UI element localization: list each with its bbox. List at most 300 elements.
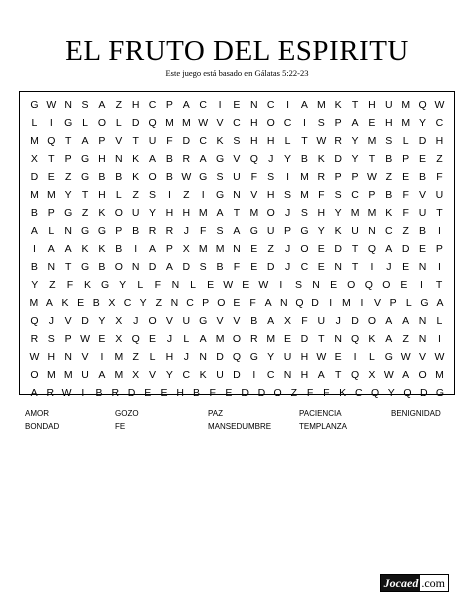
grid-letter[interactable]: E (284, 333, 292, 345)
grid-letter[interactable]: X (115, 333, 123, 345)
grid-letter[interactable]: F (301, 315, 308, 327)
grid-letter[interactable]: K (334, 225, 342, 237)
grid-letter[interactable]: N (418, 333, 427, 345)
grid-letter[interactable]: N (199, 351, 207, 363)
grid-letter[interactable]: D (233, 369, 241, 381)
grid-letter[interactable]: D (131, 117, 140, 129)
grid-letter[interactable]: K (81, 243, 89, 255)
grid-letter[interactable]: I (167, 189, 171, 201)
grid-letter[interactable]: E (77, 297, 85, 309)
grid-letter[interactable]: Y (64, 189, 72, 201)
grid-letter[interactable]: M (249, 207, 259, 219)
grid-letter[interactable]: D (334, 153, 342, 165)
grid-letter[interactable]: R (334, 135, 342, 147)
grid-letter[interactable]: M (215, 243, 225, 255)
grid-letter[interactable]: W (61, 387, 72, 399)
grid-letter[interactable]: X (368, 369, 376, 381)
grid-letter[interactable]: L (48, 225, 55, 237)
grid-letter[interactable]: H (266, 135, 275, 147)
grid-letter[interactable]: P (165, 243, 173, 255)
grid-letter[interactable]: N (233, 243, 241, 255)
grid-letter[interactable]: M (181, 117, 191, 129)
grid-letter[interactable]: O (266, 117, 275, 129)
grid-letter[interactable]: G (384, 351, 393, 363)
grid-letter[interactable]: O (418, 369, 427, 381)
grid-letter[interactable]: O (114, 261, 123, 273)
grid-letter[interactable]: O (97, 117, 107, 129)
grid-letter[interactable]: H (250, 135, 258, 147)
grid-letter[interactable]: D (81, 315, 89, 327)
grid-letter[interactable]: D (182, 135, 191, 147)
grid-letter[interactable]: F (250, 171, 258, 183)
grid-letter[interactable]: K (334, 99, 342, 111)
grid-letter[interactable]: A (165, 261, 173, 273)
grid-letter[interactable]: A (300, 99, 308, 111)
grid-letter[interactable]: V (233, 153, 241, 165)
grid-letter[interactable]: J (386, 261, 392, 273)
grid-letter[interactable]: G (80, 153, 90, 165)
grid-letter[interactable]: T (318, 333, 325, 345)
grid-letter[interactable]: V (115, 135, 123, 147)
grid-letter[interactable]: F (436, 171, 443, 183)
grid-letter[interactable]: G (80, 261, 90, 273)
grid-letter[interactable]: S (317, 117, 325, 129)
grid-letter[interactable]: M (46, 369, 56, 381)
grid-letter[interactable]: Q (232, 351, 242, 363)
grid-letter[interactable]: U (216, 369, 224, 381)
grid-letter[interactable]: B (385, 153, 393, 165)
grid-letter[interactable]: D (30, 171, 39, 183)
grid-letter[interactable]: S (284, 189, 292, 201)
grid-letter[interactable]: D (418, 135, 427, 147)
grid-letter[interactable]: U (148, 135, 157, 147)
grid-letter[interactable]: E (233, 297, 241, 309)
grid-letter[interactable]: U (81, 369, 89, 381)
grid-letter[interactable]: M (114, 351, 124, 363)
grid-letter[interactable]: C (182, 369, 191, 381)
grid-letter[interactable]: P (334, 117, 342, 129)
grid-letter[interactable]: C (148, 99, 157, 111)
grid-letter[interactable]: F (199, 225, 207, 237)
grid-letter[interactable]: R (111, 387, 120, 399)
grid-letter[interactable]: M (316, 99, 326, 111)
grid-letter[interactable]: T (334, 369, 342, 381)
grid-letter[interactable]: W (181, 171, 192, 183)
grid-letter[interactable]: C (266, 99, 275, 111)
grid-letter[interactable]: D (257, 387, 266, 399)
grid-letter[interactable]: J (183, 225, 189, 237)
grid-letter[interactable]: Y (351, 153, 359, 165)
grid-letter[interactable]: V (233, 315, 241, 327)
grid-letter[interactable]: L (369, 351, 375, 363)
grid-letter[interactable]: N (368, 225, 376, 237)
grid-letter[interactable]: O (347, 279, 356, 291)
grid-letter[interactable]: R (250, 333, 258, 345)
grid-letter[interactable]: N (64, 225, 72, 237)
grid-letter[interactable]: E (47, 171, 55, 183)
grid-letter[interactable]: Z (64, 171, 72, 183)
grid-letter[interactable]: M (266, 333, 276, 345)
grid-letter[interactable]: Q (30, 315, 39, 327)
grid-letter[interactable]: L (190, 279, 196, 291)
grid-letter[interactable]: Q (350, 369, 360, 381)
grid-letter[interactable]: U (317, 315, 326, 327)
grid-letter[interactable]: M (367, 207, 377, 219)
grid-letter[interactable]: B (216, 261, 224, 273)
grid-letter[interactable]: D (148, 261, 157, 273)
grid-letter[interactable]: H (47, 351, 56, 363)
grid-letter[interactable]: N (283, 369, 292, 381)
grid-letter[interactable]: I (49, 117, 53, 129)
grid-letter[interactable]: C (123, 297, 132, 309)
word-search-grid[interactable] (26, 96, 448, 399)
grid-letter[interactable]: W (46, 99, 57, 111)
grid-letter[interactable]: N (170, 297, 179, 309)
grid-letter[interactable]: S (267, 171, 275, 183)
grid-letter[interactable]: A (30, 225, 38, 237)
grid-letter[interactable]: M (63, 369, 73, 381)
grid-letter[interactable]: J (284, 261, 291, 273)
grid-letter[interactable]: O (148, 171, 157, 183)
grid-letter[interactable]: G (199, 315, 208, 327)
grid-letter[interactable]: M (300, 171, 309, 183)
grid-letter[interactable]: H (300, 351, 309, 363)
grid-letter[interactable]: P (351, 171, 359, 183)
grid-letter[interactable]: T (351, 261, 359, 273)
grid-letter[interactable]: A (199, 153, 207, 165)
grid-letter[interactable]: M (114, 369, 124, 381)
grid-letter[interactable]: I (360, 297, 364, 309)
grid-letter[interactable]: H (131, 99, 140, 111)
grid-letter[interactable]: L (82, 117, 88, 129)
grid-letter[interactable]: Z (183, 189, 190, 201)
grid-letter[interactable]: O (30, 369, 39, 381)
grid-letter[interactable]: H (266, 189, 275, 201)
grid-letter[interactable]: Q (148, 117, 157, 129)
grid-letter[interactable]: I (252, 369, 256, 381)
grid-letter[interactable]: K (339, 387, 347, 399)
grid-letter[interactable]: L (31, 117, 38, 129)
grid-letter[interactable]: N (418, 261, 427, 273)
grid-letter[interactable]: E (225, 387, 233, 399)
grid-letter[interactable]: L (149, 351, 156, 363)
grid-letter[interactable]: T (132, 135, 139, 147)
grid-letter[interactable]: C (199, 99, 207, 111)
grid-letter[interactable]: Q (370, 387, 380, 399)
grid-letter[interactable]: V (81, 351, 89, 363)
grid-letter[interactable]: S (233, 135, 241, 147)
grid-letter[interactable]: V (419, 189, 427, 201)
grid-letter[interactable]: W (400, 351, 411, 363)
grid-letter[interactable]: R (148, 225, 157, 237)
grid-letter[interactable]: C (355, 387, 363, 399)
grid-letter[interactable]: N (418, 315, 427, 327)
jocaed-logo[interactable] (380, 574, 449, 592)
grid-letter[interactable]: A (182, 99, 190, 111)
grid-letter[interactable]: X (284, 315, 292, 327)
grid-letter[interactable]: K (216, 135, 224, 147)
grid-letter[interactable]: T (81, 189, 89, 201)
grid-letter[interactable]: L (284, 135, 291, 147)
grid-letter[interactable]: I (279, 279, 283, 291)
grid-letter[interactable]: I (286, 171, 290, 183)
grid-letter[interactable]: F (402, 207, 409, 219)
grid-letter[interactable]: A (436, 297, 444, 309)
grid-letter[interactable]: P (334, 171, 342, 183)
grid-letter[interactable]: L (183, 333, 190, 345)
grid-letter[interactable]: B (165, 171, 173, 183)
grid-letter[interactable]: Y (98, 315, 106, 327)
grid-letter[interactable]: P (402, 153, 410, 165)
grid-letter[interactable]: W (434, 99, 445, 111)
grid-letter[interactable]: X (108, 297, 116, 309)
grid-letter[interactable]: D (401, 243, 410, 255)
grid-letter[interactable]: N (312, 279, 320, 291)
grid-letter[interactable]: G (64, 117, 73, 129)
grid-letter[interactable]: Z (115, 99, 123, 111)
grid-letter[interactable]: G (64, 207, 73, 219)
grid-letter[interactable]: F (306, 387, 314, 399)
grid-letter[interactable]: G (420, 297, 429, 309)
grid-letter[interactable]: D (216, 351, 224, 363)
grid-letter[interactable]: F (323, 387, 330, 399)
grid-letter[interactable]: L (405, 297, 412, 309)
grid-letter[interactable]: O (382, 279, 391, 291)
grid-letter[interactable]: J (183, 351, 189, 363)
grid-letter[interactable]: F (402, 189, 409, 201)
grid-letter[interactable]: N (250, 99, 258, 111)
grid-letter[interactable]: B (98, 171, 106, 183)
grid-letter[interactable]: I (353, 351, 357, 363)
grid-letter[interactable]: W (29, 351, 40, 363)
grid-letter[interactable]: G (80, 225, 90, 237)
grid-letter[interactable]: Y (149, 207, 157, 219)
grid-letter[interactable]: A (216, 207, 224, 219)
grid-letter[interactable]: U (182, 315, 191, 327)
grid-letter[interactable]: O (114, 207, 123, 219)
grid-letter[interactable]: K (368, 333, 376, 345)
grid-letter[interactable]: O (266, 207, 275, 219)
grid-letter[interactable]: U (351, 225, 359, 237)
grid-letter[interactable]: C (351, 189, 359, 201)
grid-letter[interactable]: P (165, 99, 173, 111)
grid-letter[interactable]: I (81, 387, 85, 399)
grid-letter[interactable]: M (401, 99, 411, 111)
grid-letter[interactable]: O (148, 315, 157, 327)
grid-letter[interactable]: Q (350, 333, 360, 345)
grid-letter[interactable]: W (366, 171, 377, 183)
grid-letter[interactable]: B (192, 387, 200, 399)
grid-letter[interactable]: T (48, 153, 55, 165)
grid-letter[interactable]: G (435, 387, 445, 399)
grid-letter[interactable]: J (284, 243, 291, 255)
grid-letter[interactable]: D (351, 315, 359, 327)
grid-letter[interactable]: Z (132, 351, 139, 363)
grid-letter[interactable]: M (300, 189, 309, 201)
grid-letter[interactable]: K (132, 153, 140, 165)
grid-letter[interactable]: X (132, 369, 140, 381)
grid-letter[interactable]: M (435, 369, 444, 381)
grid-letter[interactable]: I (100, 351, 104, 363)
grid-letter[interactable]: N (64, 99, 72, 111)
grid-letter[interactable]: W (258, 279, 269, 291)
grid-letter[interactable]: N (280, 297, 288, 309)
grid-letter[interactable]: Q (295, 297, 304, 309)
grid-letter[interactable]: S (300, 207, 308, 219)
grid-letter[interactable]: D (334, 243, 342, 255)
grid-letter[interactable]: Q (403, 387, 412, 399)
grid-letter[interactable]: W (80, 333, 91, 345)
grid-letter[interactable]: Z (155, 297, 163, 309)
grid-letter[interactable]: X (30, 153, 38, 165)
grid-letter[interactable]: C (199, 135, 207, 147)
grid-letter[interactable]: U (385, 99, 393, 111)
grid-letter[interactable]: E (317, 261, 325, 273)
grid-letter[interactable]: Q (364, 279, 373, 291)
grid-letter[interactable]: N (131, 261, 140, 273)
grid-letter[interactable]: Y (31, 279, 39, 291)
grid-letter[interactable]: H (165, 207, 174, 219)
grid-letter[interactable]: I (218, 99, 222, 111)
grid-letter[interactable]: H (98, 153, 106, 165)
grid-letter[interactable]: M (29, 297, 39, 309)
grid-letter[interactable]: U (233, 171, 241, 183)
grid-letter[interactable]: M (30, 135, 39, 147)
grid-letter[interactable]: E (149, 333, 157, 345)
grid-letter[interactable]: K (385, 207, 393, 219)
grid-letter[interactable]: M (367, 135, 377, 147)
grid-letter[interactable]: T (64, 135, 72, 147)
grid-letter[interactable]: N (64, 351, 72, 363)
grid-letter[interactable]: N (334, 333, 342, 345)
grid-letter[interactable]: N (233, 189, 241, 201)
grid-letter[interactable]: E (402, 171, 410, 183)
grid-letter[interactable]: J (133, 315, 139, 327)
grid-letter[interactable]: I (286, 99, 290, 111)
grid-letter[interactable]: J (335, 315, 341, 327)
grid-letter[interactable]: O (367, 315, 377, 327)
grid-letter[interactable]: W (198, 117, 209, 129)
grid-letter[interactable]: E (250, 261, 258, 273)
grid-letter[interactable]: R (165, 225, 174, 237)
grid-letter[interactable]: Y (267, 351, 275, 363)
grid-letter[interactable]: V (419, 351, 427, 363)
grid-letter[interactable]: E (233, 99, 241, 111)
grid-letter[interactable]: A (267, 315, 275, 327)
grid-letter[interactable]: Z (385, 171, 393, 183)
grid-letter[interactable]: C (283, 117, 292, 129)
grid-letter[interactable]: A (81, 135, 89, 147)
grid-letter[interactable]: E (160, 387, 168, 399)
grid-letter[interactable]: B (132, 225, 140, 237)
grid-letter[interactable]: I (370, 261, 374, 273)
grid-letter[interactable]: L (115, 189, 122, 201)
grid-letter[interactable]: Y (334, 207, 342, 219)
grid-letter[interactable]: T (351, 99, 359, 111)
grid-letter[interactable]: I (329, 297, 333, 309)
grid-letter[interactable]: A (47, 243, 55, 255)
grid-letter[interactable]: P (389, 297, 397, 309)
grid-letter[interactable]: W (316, 351, 327, 363)
grid-letter[interactable]: F (166, 135, 173, 147)
grid-letter[interactable]: S (216, 171, 224, 183)
grid-letter[interactable]: B (165, 153, 173, 165)
grid-letter[interactable]: D (419, 387, 428, 399)
grid-letter[interactable]: K (317, 153, 325, 165)
grid-letter[interactable]: A (233, 225, 241, 237)
grid-letter[interactable]: H (98, 189, 106, 201)
grid-letter[interactable]: F (249, 297, 256, 309)
grid-letter[interactable]: D (300, 333, 309, 345)
grid-letter[interactable]: P (47, 207, 55, 219)
grid-letter[interactable]: G (300, 225, 309, 237)
grid-letter[interactable]: O (217, 297, 226, 309)
grid-letter[interactable]: O (232, 333, 242, 345)
grid-letter[interactable]: A (45, 297, 53, 309)
grid-letter[interactable]: C (385, 225, 393, 237)
grid-letter[interactable]: I (201, 189, 205, 201)
grid-letter[interactable]: E (402, 261, 410, 273)
grid-letter[interactable]: H (165, 351, 174, 363)
grid-letter[interactable]: T (64, 261, 72, 273)
grid-letter[interactable]: B (92, 297, 100, 309)
grid-letter[interactable]: G (30, 99, 39, 111)
grid-letter[interactable]: X (115, 315, 123, 327)
grid-letter[interactable]: V (374, 297, 382, 309)
grid-letter[interactable]: A (402, 315, 410, 327)
grid-letter[interactable]: B (30, 207, 38, 219)
grid-letter[interactable]: C (266, 369, 275, 381)
grid-letter[interactable]: R (317, 171, 326, 183)
grid-letter[interactable]: F (66, 279, 74, 291)
grid-letter[interactable]: A (385, 243, 393, 255)
grid-letter[interactable]: D (127, 387, 136, 399)
grid-letter[interactable]: D (311, 297, 319, 309)
grid-letter[interactable]: M (401, 117, 411, 129)
grid-letter[interactable]: R (182, 153, 191, 165)
grid-letter[interactable]: Y (119, 279, 127, 291)
grid-letter[interactable]: E (334, 351, 342, 363)
grid-letter[interactable]: H (300, 369, 309, 381)
grid-letter[interactable]: Q (367, 243, 377, 255)
grid-letter[interactable]: P (202, 297, 210, 309)
grid-letter[interactable]: I (437, 261, 441, 273)
grid-letter[interactable]: A (149, 153, 157, 165)
grid-letter[interactable]: P (435, 243, 443, 255)
grid-letter[interactable]: F (318, 189, 325, 201)
grid-letter[interactable]: S (294, 279, 302, 291)
grid-letter[interactable]: V (165, 315, 173, 327)
grid-letter[interactable]: G (101, 279, 110, 291)
grid-letter[interactable]: Y (387, 387, 395, 399)
grid-letter[interactable]: M (350, 207, 360, 219)
grid-letter[interactable]: E (317, 243, 325, 255)
grid-letter[interactable]: Z (49, 279, 56, 291)
grid-letter[interactable]: I (302, 117, 306, 129)
grid-letter[interactable]: L (115, 117, 122, 129)
grid-letter[interactable]: P (98, 135, 106, 147)
grid-letter[interactable]: S (81, 99, 89, 111)
grid-letter[interactable]: X (182, 243, 190, 255)
grid-letter[interactable]: D (182, 261, 191, 273)
grid-letter[interactable]: Y (139, 297, 147, 309)
grid-letter[interactable]: V (216, 117, 224, 129)
grid-letter[interactable]: S (199, 261, 207, 273)
grid-letter[interactable]: T (351, 243, 359, 255)
grid-letter[interactable]: Q (418, 99, 427, 111)
grid-letter[interactable]: Q (131, 333, 140, 345)
grid-letter[interactable]: E (207, 279, 215, 291)
